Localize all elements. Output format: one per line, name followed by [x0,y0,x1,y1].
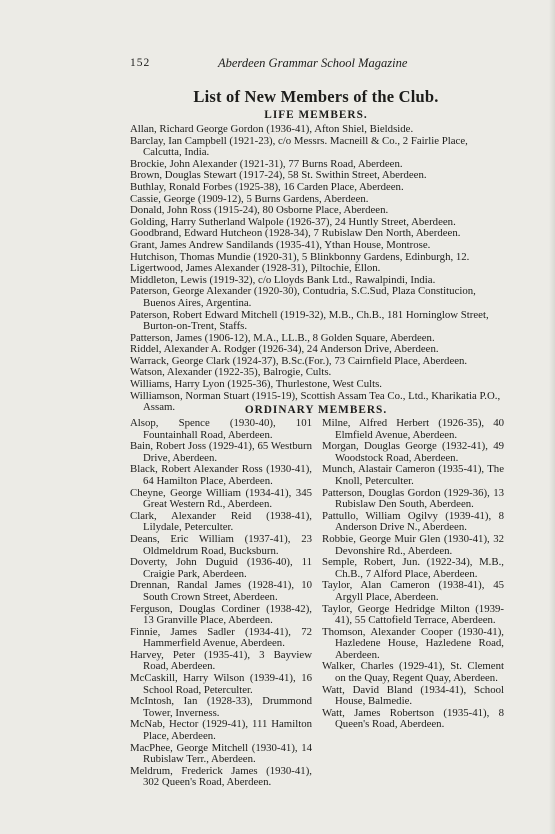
ordinary-members-left-column [130,418,312,789]
ordinary-member-entry: Meldrum, Frederick James (1930-41), 302 Queen's Road, Aberdeen. [130,764,312,789]
life-member-entry: Riddel, Alexander A. Rodger (1926-34), 24 Anderson Drive, Aberdeen. [130,343,439,356]
life-member-entry: Goodbrand, Edward Hutcheon (1928-34), 7 Rubislaw Den North, Aberdeen. [130,227,461,240]
life-member-entry: Watson, Alexander (1922-35), Balrogie, Cults. [130,366,332,379]
ordinary-member-entry: Clark, Alexander Reid (1938-41), Lilydale, Peterculter. [130,509,312,534]
ordinary-member-entry: Drennan, Randal James (1928-41), 10 South Crown Street, Aberdeen. [130,579,312,603]
ordinary-member-entry: Munch, Alastair Cameron (1935-41), The Knoll, Peterculter. [322,463,504,487]
page-header [130,57,500,71]
ordinary-member-entry: Doverty, John Duguid (1936-40), 11 Craigie Park, Aberdeen. [130,556,312,580]
ordinary-member-entry: Milne, Alfred Herbert (1926-35), 40 Elmfield Avenue, Aberdeen. [322,417,504,441]
ordinary-member-entry: Bain, Robert Joss (1929-41), 65 Westburn Drive, Aberdeen. [130,440,312,464]
ordinary-member-entry: McIntosh, Ian (1928-33), Drummond Tower, Inverness. [130,695,312,719]
ordinary-member-entry: Ferguson, Douglas Cordiner (1938-42), 13 Granville Place, Aberdeen. [130,602,312,627]
life-member-entry: Donald, John Ross (1915-24), 80 Osborne Place, Aberdeen. [130,204,389,217]
life-member-entry: Middleton, Lewis (1919-32), c/o Lloyds Bank Ltd., Rawalpindi, India. [130,273,436,286]
life-member-entry: Ligertwood, James Alexander (1928-31), Piltochie, Ellon. [130,262,381,275]
life-member-entry: Grant, James Andrew Sandilands (1935-41), Ythan House, Montrose. [130,238,431,251]
ordinary-member-entry: Black, Robert Alexander Ross (1930-41), 64 Hamilton Place, Aberdeen. [130,463,312,487]
page-edge-shadow [549,0,555,834]
ordinary-member-entry: Alsop, Spence (1930-40), 101 Fountainhall Road, Aberdeen. [130,417,312,441]
life-member-entry: Williams, Harry Lyon (1925-36), Thurlestone, West Cults. [130,378,382,391]
ordinary-member-entry: Pattullo, William Ogilvy (1939-41), 8 Anderson Drive N., Aberdeen. [322,509,504,534]
ordinary-member-entry: Thomson, Alexander Cooper (1930-41), Hazledene House, Hazledene Road, Aberdeen. [322,625,504,661]
life-member-entry: Warrack, George Clark (1924-37), B.Sc.(For.), 73 Cairnfield Place, Aberdeen. [130,354,468,367]
life-member-entry: Barclay, Ian Campbell (1921-23), c/o Messrs. Macneill & Co., 2 Fairlie Place, Calcutta, India. [130,134,468,159]
page-number: 152 [130,57,151,69]
ordinary-member-entry: MacPhee, George Mitchell (1930-41), 14 Rubislaw Terr., Aberdeen. [130,741,312,766]
ordinary-member-entry: Watt, James Robertson (1935-41), 8 Queen's Road, Aberdeen. [322,706,504,731]
life-members-list [130,124,503,414]
ordinary-member-entry: Watt, David Bland (1934-41), School House, Balmedie. [322,683,504,708]
ordinary-member-entry: Taylor, George Hedridge Milton (1939-41), 55 Cattofield Terrace, Aberdeen. [322,602,504,627]
life-member-entry: Cassie, George (1909-12), 5 Burns Gardens, Aberdeen. [130,192,369,205]
life-member-entry: Golding, Harry Sutherland Walpole (1926-37), 24 Huntly Street, Aberdeen. [130,215,456,228]
ordinary-member-entry: Finnie, James Sadler (1934-41), 72 Hammerfield Avenue, Aberdeen. [130,625,312,650]
ordinary-member-entry: Semple, Robert, Jun. (1922-34), M.B., Ch.B., 7 Alford Place, Aberdeen. [322,556,504,580]
ordinary-member-entry: Harvey, Peter (1935-41), 3 Bayview Road, Aberdeen. [130,648,312,673]
ordinary-members-heading: ORDINARY MEMBERS. [244,404,388,416]
life-member-entry: Allan, Richard George Gordon (1936-41), Afton Shiel, Bieldside. [130,123,414,135]
ordinary-member-entry: Cheyne, George William (1934-41), 345 Great Western Rd., Aberdeen. [130,486,312,511]
life-member-entry: Paterson, George Alexander (1920-30), Contudria, S.C.Sud, Plaza Constitucion, Buenos Aires, Argentina. [130,285,476,309]
running-title: Aberdeen Grammar School Magazine [218,56,408,70]
ordinary-member-entry: Robbie, George Muir Glen (1930-41), 32 Devonshire Rd., Aberdeen. [322,532,504,557]
life-member-entry: Buthlay, Ronald Forbes (1925-38), 16 Carden Place, Aberdeen. [130,180,404,193]
ordinary-member-entry: Deans, Eric William (1937-41), 23 Oldmeldrum Road, Bucksburn. [130,532,312,557]
life-members-heading: LIFE MEMBERS. [264,109,368,121]
life-member-entry: Williamson, Norman Stuart (1915-19), Scottish Assam Tea Co., Ltd., Kharikatia P.O., Assam. [130,389,501,414]
ordinary-member-entry: Walker, Charles (1929-41), St. Clement on the Quay, Regent Quay, Aberdeen. [322,660,504,685]
ordinary-member-entry: Taylor, Alan Cameron (1938-41), 45 Argyll Place, Aberdeen. [322,579,504,603]
life-member-entry: Brown, Douglas Stewart (1917-24), 58 St. Swithin Street, Aberdeen. [130,169,427,182]
ordinary-member-entry: Morgan, Douglas George (1932-41), 49 Woodstock Road, Aberdeen. [322,440,504,464]
life-member-entry: Hutchison, Thomas Mundie (1920-31), 5 Blinkbonny Gardens, Edinburgh, 12. [130,250,470,263]
page-title: List of New Members of the Club. [193,87,439,106]
life-member-entry: Patterson, James (1906-12), M.A., LL.B., 8 Golden Square, Aberdeen. [130,331,435,344]
life-member-entry: Paterson, Robert Edward Mitchell (1919-32), M.B., Ch.B., 181 Horninglow Street, Burton-on-Trent, Staffs. [130,308,489,333]
ordinary-member-entry: Patterson, Douglas Gordon (1929-36), 13 Rubislaw Den South, Aberdeen. [322,486,504,511]
ordinary-member-entry: McCaskill, Harry Wilson (1939-41), 16 School Road, Peterculter. [130,672,312,696]
ordinary-member-entry: McNab, Hector (1929-41), 111 Hamilton Place, Aberdeen. [130,718,312,743]
ordinary-members-right-column [322,418,504,731]
life-member-entry: Brockie, John Alexander (1921-31), 77 Burns Road, Aberdeen. [130,157,403,170]
